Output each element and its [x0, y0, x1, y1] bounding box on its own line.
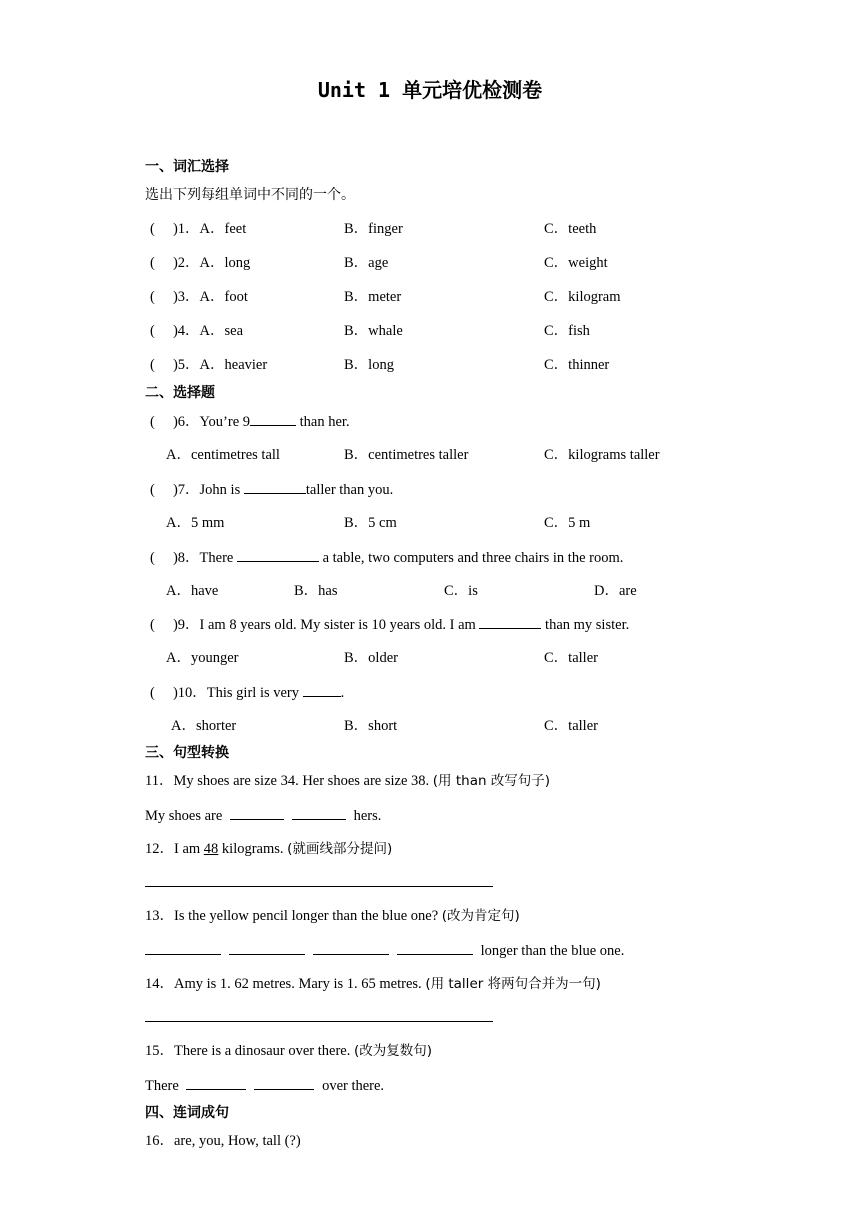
question-stem-end: a table, two computers and three chairs in the room.: [318, 550, 624, 566]
question-text: 13．Is the yellow pencil longer than the blue one?: [145, 908, 442, 924]
option-a: A．younger: [166, 650, 239, 666]
question-stem: ( )2．A．long: [150, 255, 251, 271]
section-heading-transform: 三、句型转换: [145, 745, 229, 761]
underlined-value: 48: [203, 841, 219, 857]
option-a: A．shorter: [171, 718, 237, 734]
question-instruction: (改为复数句): [353, 1043, 433, 1059]
answer-suffix: hers.: [349, 808, 382, 824]
question-stem: ( )6．You’re 9: [150, 414, 251, 430]
answer-line[interactable]: [145, 1021, 493, 1022]
question-text-end: kilograms.: [218, 841, 288, 857]
question-stem: ( )8．There: [150, 550, 237, 566]
answer-blank[interactable]: [254, 1075, 314, 1090]
option-a: A．5 mm: [166, 515, 225, 531]
option-b: B．centimetres taller: [344, 447, 469, 463]
option-c: C．teeth: [544, 221, 597, 237]
question-text: 14．Amy is 1. 62 metres. Mary is 1. 65 metres.: [145, 976, 426, 992]
question-instruction: (改为肯定句): [441, 908, 520, 924]
option-d: D．are: [594, 583, 637, 599]
option-c: C．is: [444, 583, 478, 599]
question-16: 16．are, you, How, tall (?): [145, 1133, 301, 1149]
option-b: B．long: [344, 357, 394, 373]
question-instruction: (用 taller 将两句合并为一句): [425, 976, 601, 992]
option-b: B．age: [344, 255, 389, 271]
section-instruction: 选出下列每组单词中不同的一个。: [145, 187, 355, 203]
question-stem: ( )7．John is: [150, 482, 244, 498]
option-b: B．whale: [344, 323, 403, 339]
option-c: C．5 m: [544, 515, 591, 531]
question-stem: ( )10．This girl is very: [150, 685, 303, 701]
answer-suffix: over there.: [318, 1078, 385, 1094]
question-instruction: (就画线部分提问): [287, 841, 393, 857]
answer-blank[interactable]: [230, 805, 284, 820]
answer-prefix: My shoes are: [145, 808, 226, 824]
question-instruction: (用 than 改写句子): [432, 773, 551, 789]
answer-blank[interactable]: [397, 940, 473, 955]
question-text: 12．I am: [145, 841, 204, 857]
question-stem: ( )5．A．heavier: [150, 357, 268, 373]
option-b: B．meter: [344, 289, 402, 305]
answer-blank: [479, 614, 541, 629]
option-a: A．centimetres tall: [166, 447, 280, 463]
option-c: C．weight: [544, 255, 608, 271]
answer-prefix: There: [145, 1078, 183, 1094]
answer-blank: [237, 547, 319, 562]
answer-blank[interactable]: [145, 940, 221, 955]
option-c: C．thinner: [544, 357, 610, 373]
answer-blank: [303, 682, 341, 697]
option-a: A．have: [166, 583, 219, 599]
answer-blank[interactable]: [186, 1075, 246, 1090]
answer-suffix: longer than the blue one.: [477, 943, 625, 959]
option-b: B．short: [344, 718, 398, 734]
question-text: 15．There is a dinosaur over there.: [145, 1043, 354, 1059]
answer-blank[interactable]: [313, 940, 389, 955]
question-text: 11．My shoes are size 34. Her shoes are size 38.: [145, 773, 433, 789]
question-stem-end: than her.: [296, 414, 350, 430]
answer-blank: [244, 479, 306, 494]
question-stem-end: taller than you.: [305, 482, 394, 498]
question-stem: ( )1．A．feet: [150, 221, 247, 237]
option-b: B．finger: [344, 221, 403, 237]
option-c: C．fish: [544, 323, 590, 339]
question-stem: ( )3．A．foot: [150, 289, 248, 305]
option-b: B．has: [294, 583, 338, 599]
answer-line[interactable]: [145, 886, 493, 887]
page-title: Unit 1 单元培优检测卷: [317, 78, 543, 102]
option-b: B．older: [344, 650, 398, 666]
question-stem-end: .: [340, 685, 345, 701]
question-stem: ( )4．A．sea: [150, 323, 244, 339]
section-heading-choice: 二、选择题: [145, 385, 215, 401]
option-b: B．5 cm: [344, 515, 397, 531]
option-c: C．taller: [544, 718, 598, 734]
answer-blank[interactable]: [229, 940, 305, 955]
question-stem: ( )9．I am 8 years old. My sister is 10 years old. I am: [150, 617, 480, 633]
option-c: C．taller: [544, 650, 598, 666]
answer-blank[interactable]: [292, 805, 346, 820]
option-c: C．kilograms taller: [544, 447, 660, 463]
option-c: C．kilogram: [544, 289, 621, 305]
answer-blank: [250, 411, 296, 426]
question-stem-end: than my sister.: [541, 617, 630, 633]
section-heading-sentence: 四、连词成句: [145, 1105, 229, 1121]
section-heading-vocab: 一、词汇选择: [145, 159, 229, 175]
